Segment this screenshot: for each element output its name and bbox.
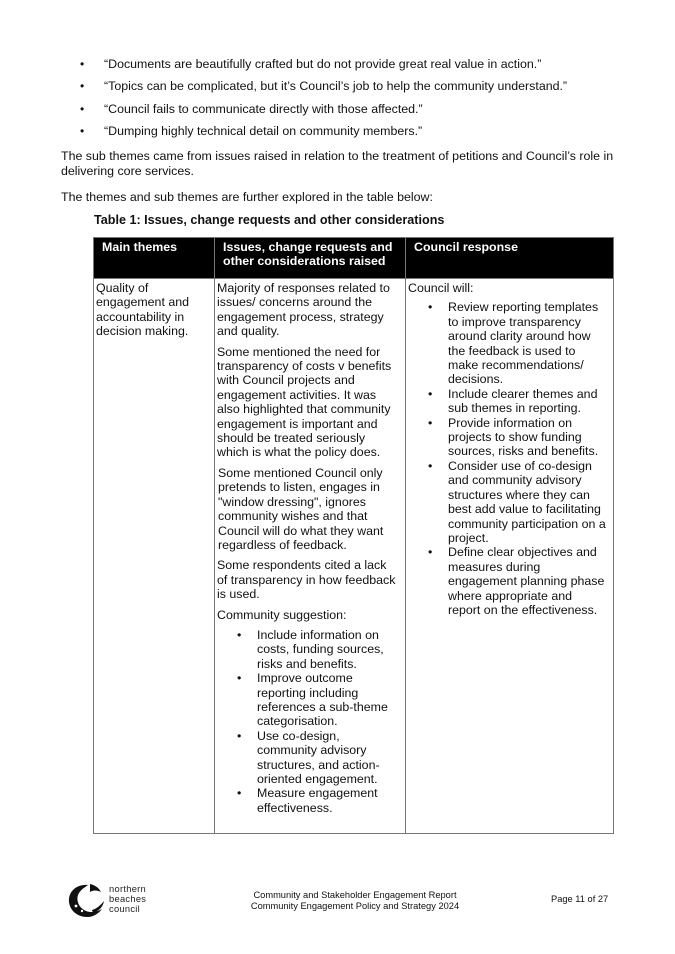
issues-paragraph: Some mentioned Council only pretends to listen, engages in "window dressing", ignores community wishes and that Council will do what they want regardless of feedback. [218,465,384,552]
logo-line: northern [109,884,147,894]
response-cell [406,279,614,834]
response-item: • Include clearer themes and sub themes in reporting. [408,387,607,416]
suggestion-item: • Improve outcome reporting including references a sub-theme categorisation. [217,671,399,729]
report-title: Community and Stakeholder Engagement Report [253,890,457,900]
quote-item: • “Topics can be complicated, but it’s Council’s job to help the community understand.” [80,79,567,93]
council-logo-icon [66,882,106,920]
response-item: • Define clear objectives and measures during engagement planning phase where appropriate and report on the effectiveness. [408,545,607,617]
page-number: Page 11 of 27 [551,894,609,904]
quote-list [80,57,567,146]
response-item: • Consider use of co-design and community advisory structures where they can best add value to facilitating community participation on a project. [408,459,607,545]
quote-item: • “Council fails to communicate directly with those affected.” [80,102,567,116]
response-item: • Review reporting templates to improve transparency around clarity around how the feedback is used to make recommendations/ decisions. [408,300,607,386]
community-suggestion-label: Community suggestion: [217,607,347,622]
suggestion-item: • Measure engagement effectiveness. [217,786,399,815]
footer-report-info [230,890,480,912]
issues-paragraph: Some respondents cited a lack of transparency in how feedback is used. [217,558,396,602]
suggestion-item: • Use co-design, community advisory structures, and action-oriented engagement. [217,729,399,787]
issues-table [93,237,614,834]
header-main-themes: Main themes [94,238,215,279]
table-row [94,279,614,834]
response-intro: Council will: [408,281,474,295]
table-caption: Table 1: Issues, change requests and other considerations [94,213,445,227]
issues-paragraph: Some mentioned the need for transparency of costs v benefits with Council projects and engagement activities. It was also highlighted that community engagement is important and should be treated seriously which is what the policy does. [217,344,392,460]
issues-paragraph: Majority of responses related to issues/ concerns around the engagement process, strategy and quality. [217,281,390,339]
issues-cell [215,279,406,834]
response-list [408,300,607,617]
sub-themes-paragraph: The sub themes came from issues raised in relation to the treatment of petitions and Council’s role in delivering core services. [61,149,614,178]
logo-line: beaches [109,894,147,904]
suggestion-item: • Include information on costs, funding sources, risks and benefits. [217,628,399,671]
response-item: • Provide information on projects to show funding sources, risks and benefits. [408,416,607,459]
table-header-row [94,238,614,279]
logo-text [109,884,146,914]
quote-item: • “Documents are beautifully crafted but do not provide great real value in action.” [80,57,567,71]
report-subtitle: Community Engagement Policy and Strategy 2024 [250,901,460,911]
table-intro-paragraph: The themes and sub themes are further explored in the table below: [61,190,433,204]
quote-item: • “Dumping highly technical detail on community members.” [80,124,567,138]
header-council-response: Council response [406,238,614,279]
theme-cell: Quality of engagement and accountability in decision making. [94,279,215,834]
page-footer [0,882,675,922]
logo-line: council [109,904,141,914]
suggestion-list [217,628,399,815]
header-issues: Issues, change requests and other considerations raised [215,238,406,279]
